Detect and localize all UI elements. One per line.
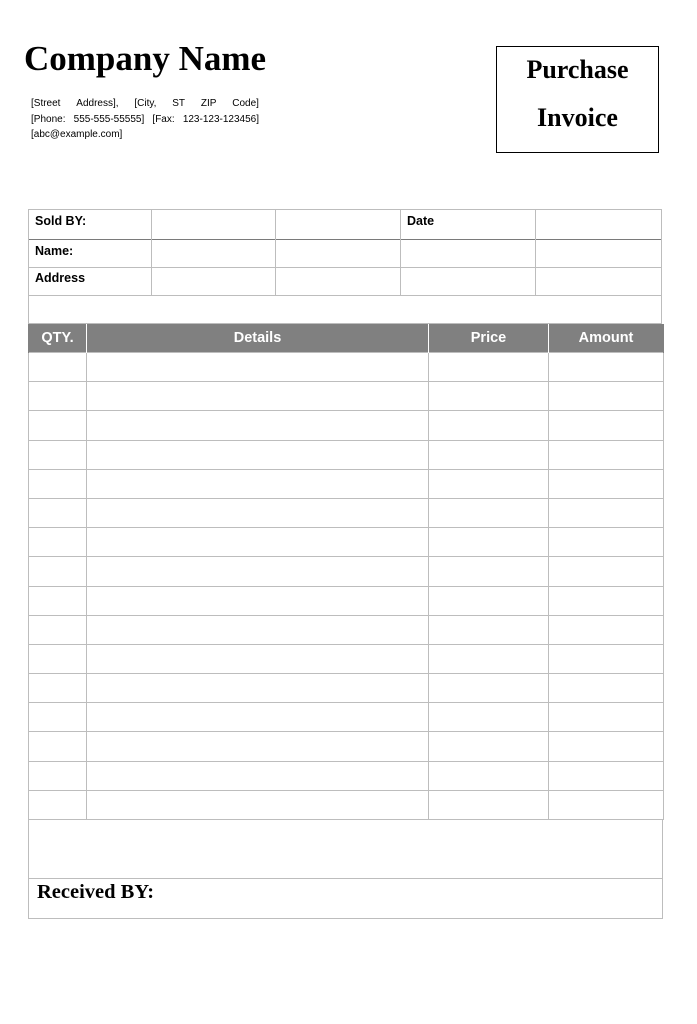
items-header-row	[29, 324, 664, 353]
table-row	[29, 528, 664, 557]
price-cell	[429, 498, 549, 527]
info-column-divider	[535, 210, 536, 295]
details-cell	[87, 732, 429, 761]
qty-cell	[29, 528, 87, 557]
details-cell	[87, 586, 429, 615]
line-items-table	[28, 324, 664, 820]
table-row	[29, 498, 664, 527]
table-row	[29, 382, 664, 411]
customer-info-table	[28, 209, 662, 324]
address-line: [Street Address], [City, ST ZIP Code]	[31, 98, 259, 109]
price-cell	[429, 469, 549, 498]
received-by-section	[28, 819, 663, 919]
price-cell	[429, 411, 549, 440]
qty-cell	[29, 382, 87, 411]
qty-cell	[29, 586, 87, 615]
qty-cell	[29, 498, 87, 527]
table-row	[29, 557, 664, 586]
amount-cell	[549, 528, 664, 557]
price-cell	[429, 557, 549, 586]
items-body	[29, 353, 664, 820]
amount-cell	[549, 790, 664, 819]
price-cell	[429, 440, 549, 469]
title-line-1: Purchase	[526, 55, 629, 84]
qty-cell	[29, 732, 87, 761]
amount-cell	[549, 761, 664, 790]
details-cell	[87, 790, 429, 819]
table-row	[29, 353, 664, 382]
price-cell	[429, 586, 549, 615]
amount-header: Amount	[549, 324, 664, 353]
qty-cell	[29, 790, 87, 819]
address-label: Address	[35, 271, 86, 285]
email-line: [abc@example.com]	[31, 129, 123, 140]
details-cell	[87, 528, 429, 557]
price-cell	[429, 790, 549, 819]
table-row	[29, 732, 664, 761]
price-cell	[429, 674, 549, 703]
price-cell	[429, 703, 549, 732]
amount-cell	[549, 644, 664, 673]
price-cell	[429, 761, 549, 790]
info-column-divider	[400, 210, 401, 295]
details-cell	[87, 382, 429, 411]
qty-cell	[29, 557, 87, 586]
table-row	[29, 761, 664, 790]
qty-cell	[29, 761, 87, 790]
qty-cell	[29, 353, 87, 382]
table-row	[29, 644, 664, 673]
amount-cell	[549, 440, 664, 469]
qty-header: QTY.	[29, 324, 87, 353]
info-row-name	[29, 240, 661, 268]
price-header: Price	[429, 324, 549, 353]
price-cell	[429, 732, 549, 761]
table-row	[29, 411, 664, 440]
table-row	[29, 615, 664, 644]
details-cell	[87, 703, 429, 732]
details-cell	[87, 674, 429, 703]
info-column-divider	[275, 210, 276, 295]
amount-cell	[549, 411, 664, 440]
qty-cell	[29, 644, 87, 673]
details-cell	[87, 761, 429, 790]
amount-cell	[549, 382, 664, 411]
details-cell	[87, 469, 429, 498]
details-cell	[87, 411, 429, 440]
details-cell	[87, 353, 429, 382]
qty-cell	[29, 411, 87, 440]
qty-cell	[29, 469, 87, 498]
amount-cell	[549, 615, 664, 644]
date-label: Date	[407, 214, 435, 228]
company-name: Company Name	[24, 39, 267, 78]
amount-cell	[549, 674, 664, 703]
received-by-label: Received BY:	[37, 881, 155, 903]
title-line-2: Invoice	[537, 103, 618, 132]
qty-cell	[29, 703, 87, 732]
price-cell	[429, 528, 549, 557]
qty-cell	[29, 440, 87, 469]
table-row	[29, 790, 664, 819]
details-cell	[87, 557, 429, 586]
amount-cell	[549, 498, 664, 527]
details-cell	[87, 615, 429, 644]
company-contact-info	[31, 96, 259, 143]
price-cell	[429, 644, 549, 673]
details-header: Details	[87, 324, 429, 353]
table-row	[29, 703, 664, 732]
invoice-title-box	[496, 46, 659, 153]
amount-cell	[549, 353, 664, 382]
amount-cell	[549, 557, 664, 586]
table-row	[29, 440, 664, 469]
price-cell	[429, 382, 549, 411]
qty-cell	[29, 674, 87, 703]
name-label: Name:	[35, 244, 74, 258]
amount-cell	[549, 732, 664, 761]
details-cell	[87, 644, 429, 673]
qty-cell	[29, 615, 87, 644]
table-row	[29, 586, 664, 615]
sold-by-label: Sold BY:	[35, 214, 87, 228]
amount-cell	[549, 703, 664, 732]
details-cell	[87, 498, 429, 527]
amount-cell	[549, 469, 664, 498]
amount-cell	[549, 586, 664, 615]
info-column-divider	[151, 210, 152, 295]
info-row-sold-by	[29, 210, 661, 240]
price-cell	[429, 353, 549, 382]
phone-fax-line: [Phone: 555-555-55555] [Fax: 123-123-123456]	[31, 113, 259, 125]
price-cell	[429, 615, 549, 644]
info-row-address	[29, 268, 661, 296]
table-row	[29, 469, 664, 498]
details-cell	[87, 440, 429, 469]
table-row	[29, 674, 664, 703]
